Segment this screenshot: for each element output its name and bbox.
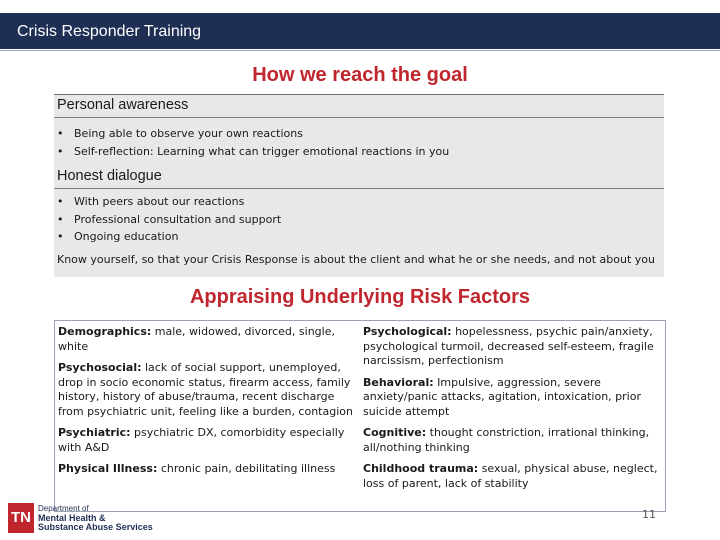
header-title: Crisis Responder Training — [17, 23, 202, 40]
risk-factor — [58, 426, 358, 455]
goal-heading: How we reach the goal — [252, 64, 468, 86]
risk-factor — [363, 426, 663, 455]
section-divider — [54, 117, 664, 118]
risk-factor-label: Psychosocial: — [58, 361, 142, 374]
list-item: • Ongoing education — [57, 228, 281, 246]
risk-factor-label: Psychiatric: — [58, 426, 131, 439]
risk-column-left — [58, 325, 358, 484]
list-item: • With peers about our reactions — [57, 193, 281, 211]
logo-line-2: Mental Health & — [38, 512, 106, 523]
logo-line-3: Substance Abuse Services — [38, 522, 153, 532]
tn-department-logo — [8, 503, 158, 537]
risk-factor — [363, 376, 663, 420]
risk-heading: Appraising Underlying Risk Factors — [189, 286, 531, 308]
risk-factor — [363, 325, 663, 369]
honest-dialogue-heading: Honest dialogue — [57, 168, 162, 184]
risk-factor — [58, 361, 358, 419]
risk-factor-label: Physical Illness: — [58, 462, 158, 475]
risk-factor-text: thought constriction, irrational thinking, all/nothing thinking — [363, 426, 650, 454]
risk-factor — [58, 325, 358, 354]
risk-factor-label: Cognitive: — [363, 426, 427, 439]
list-item: • Professional consultation and support — [57, 211, 281, 229]
risk-factor — [58, 462, 358, 477]
logo-wordmark — [38, 504, 153, 533]
tn-badge-icon: TN — [8, 503, 34, 533]
risk-factor-text: psychiatric DX, comorbidity especially with A&D — [58, 426, 345, 454]
risk-factor-text: hopelessness, psychic pain/anxiety, psychological turmoil, decreased self-esteem, fragile narcissism, perfectionism — [363, 325, 654, 367]
risk-factor-text: Impulsive, aggression, severe anxiety/panic attacks, agitation, intoxication, prior suicide attempt — [363, 375, 641, 418]
risk-factor-label: Demographics: — [58, 325, 152, 338]
risk-factor-label: Behavioral: — [363, 375, 434, 389]
risk-factor-label: Childhood trauma: — [363, 462, 479, 475]
goal-panel — [54, 94, 664, 277]
section-divider — [54, 188, 664, 189]
risk-factor-label: Psychological: — [363, 325, 452, 338]
header-bar — [0, 0, 720, 52]
risk-factor-text: male, widowed, divorced, single, white — [58, 325, 335, 353]
risk-factor-text: lack of social support, unemployed, drop in socio economic status, firearm access, family history, history of abuse/trauma, recent discharge from psychiatric unit, feeling like a burden, contagion — [58, 361, 353, 418]
header-divider — [0, 50, 720, 51]
risk-factor — [363, 462, 663, 491]
risk-column-right — [363, 325, 663, 498]
risk-factor-text: sexual, physical abuse, neglect, loss of parent, lack of stability — [363, 462, 658, 490]
risk-factor-text: chronic pain, debilitating illness — [157, 462, 336, 475]
risk-factors-box — [54, 320, 666, 512]
page-number: 11 — [642, 508, 656, 521]
personal-awareness-heading: Personal awareness — [57, 97, 189, 113]
know-yourself-note: Know yourself, so that your Crisis Response is about the client and what he or she needs, and not about you — [57, 253, 655, 266]
logo-line-1: Department of — [38, 504, 89, 513]
personal-awareness-list — [57, 125, 449, 160]
list-item: • Being able to observe your own reactions — [57, 125, 449, 143]
list-item: • Self-reflection: Learning what can trigger emotional reactions in you — [57, 143, 449, 161]
honest-dialogue-list — [57, 193, 281, 246]
